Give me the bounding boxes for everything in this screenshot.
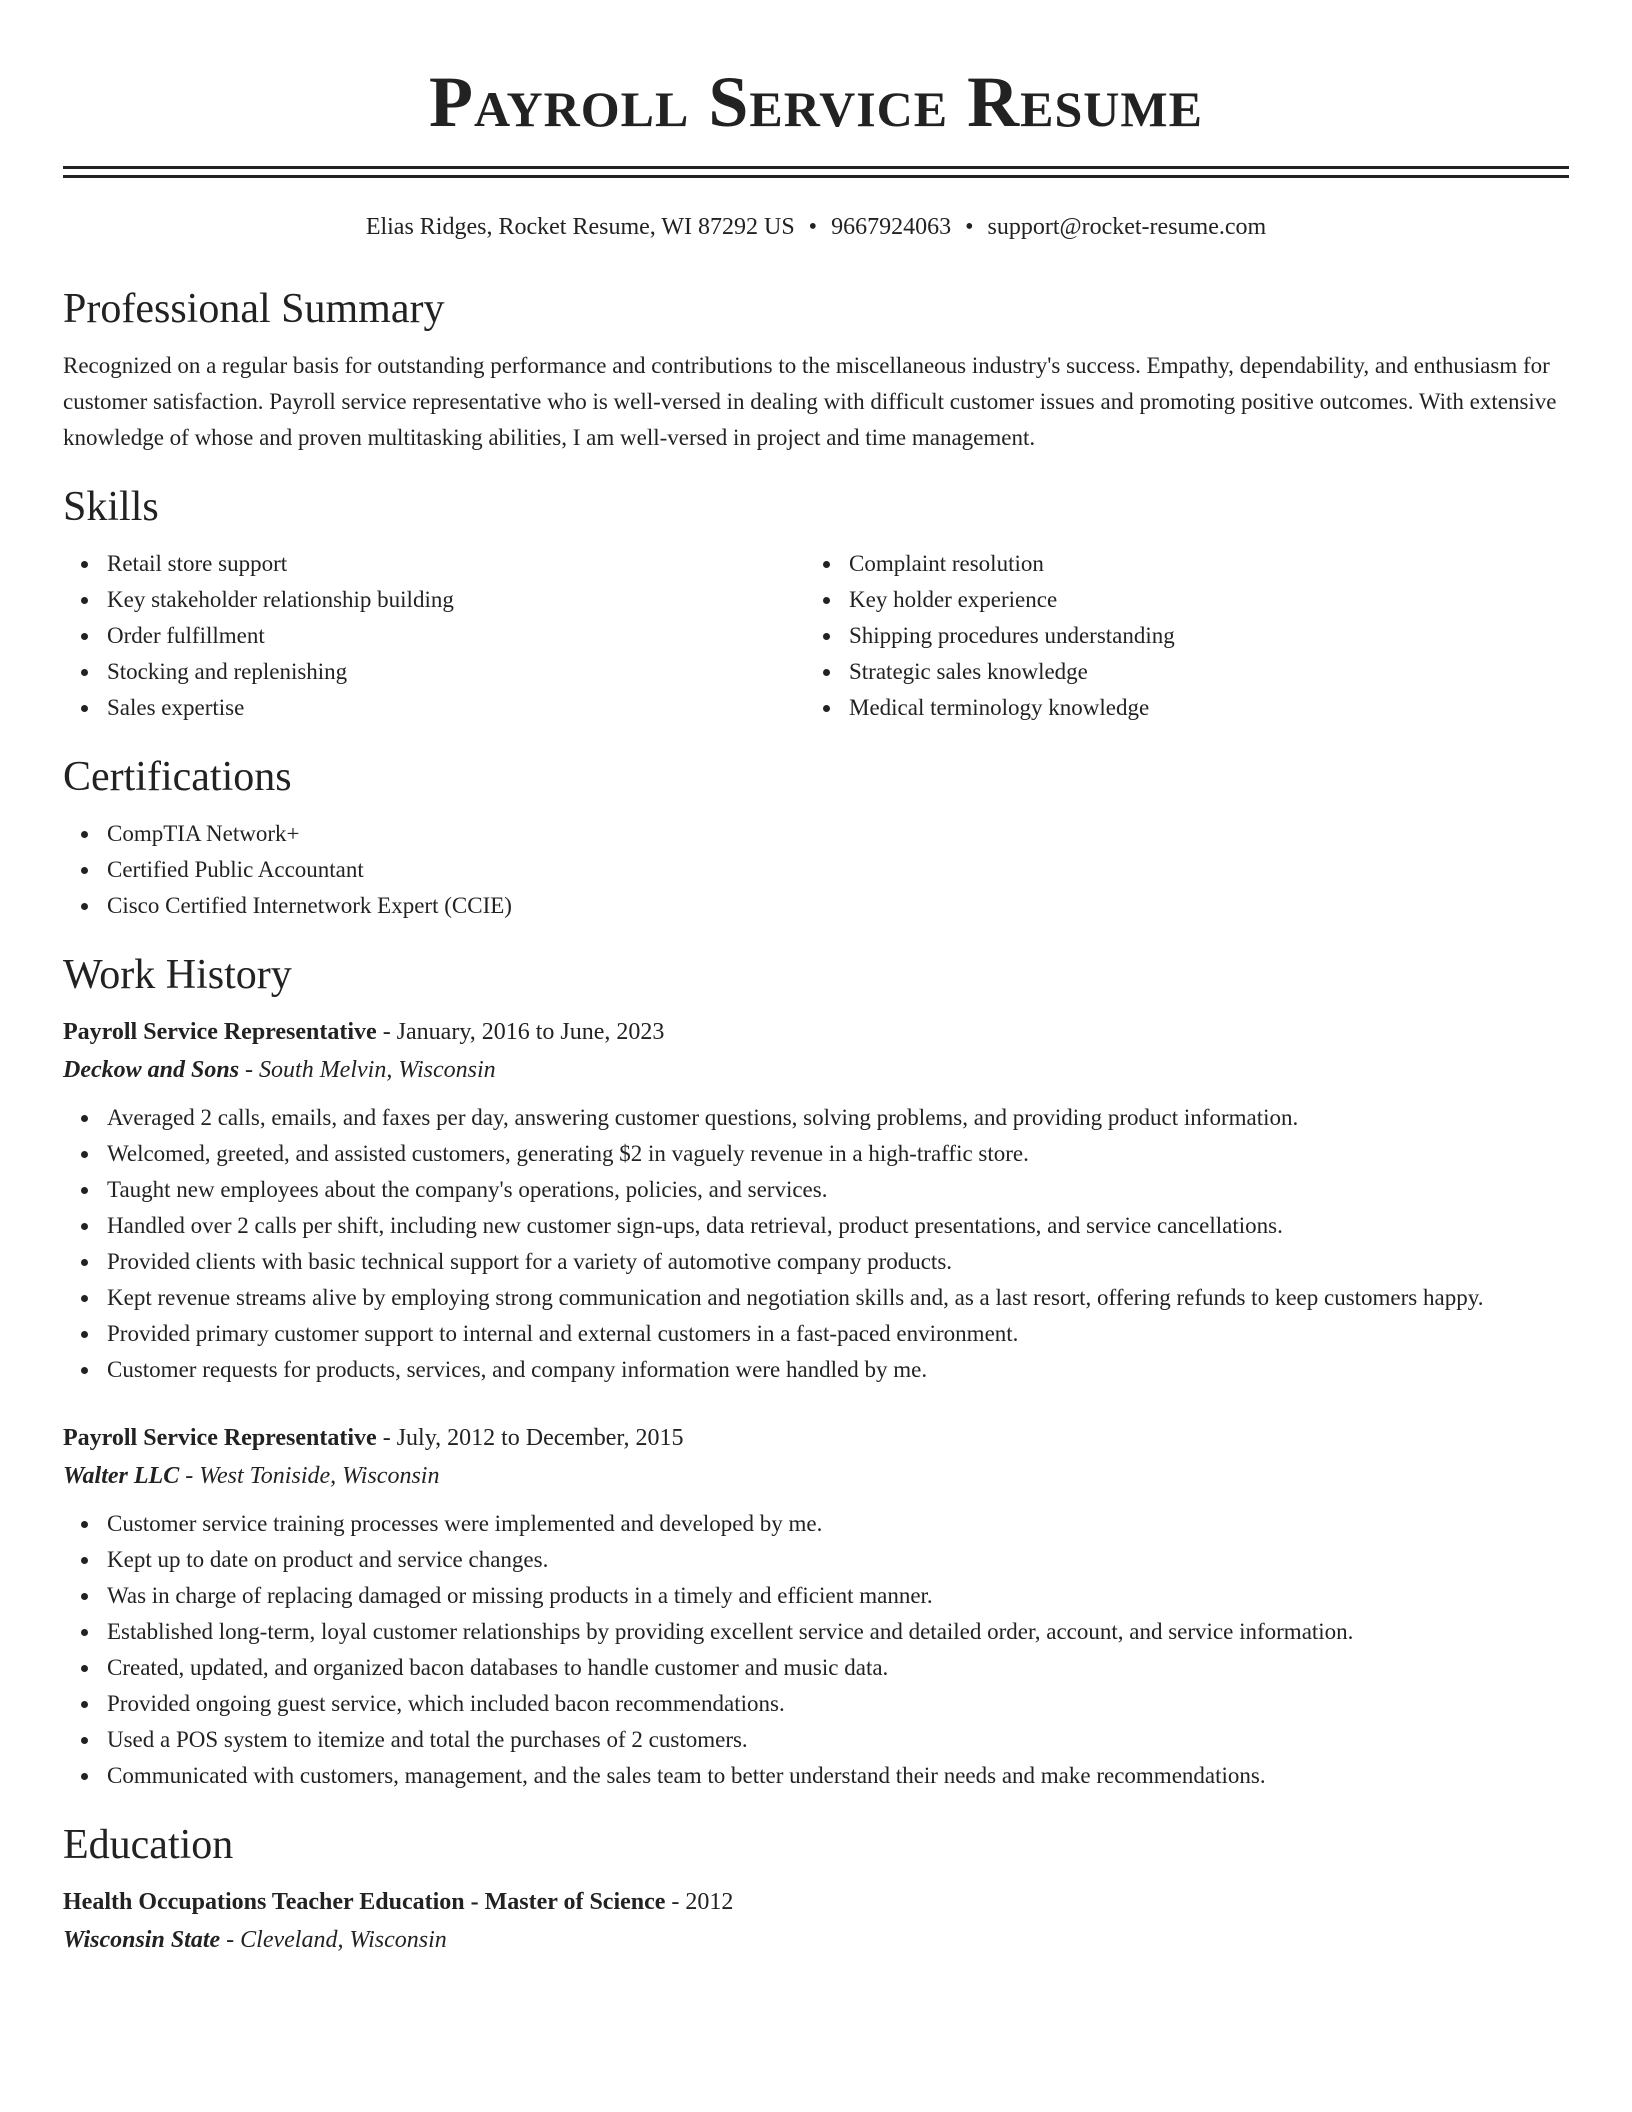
job-title: Payroll Service Representative [63, 1425, 377, 1451]
job-location: - West Toniside, Wisconsin [179, 1463, 440, 1489]
section-heading: Education [63, 1822, 234, 1868]
skills-grid [63, 546, 1569, 726]
job-duty-item: Provided ongoing guest service, which included bacon recommendations. [63, 1686, 1569, 1722]
job-company: Walter LLC [63, 1463, 180, 1489]
job-company-line [63, 1050, 1569, 1090]
job-duty-item: Customer requests for products, services, and company information were handled by me. [63, 1352, 1569, 1388]
job-title-line [63, 1420, 1569, 1456]
job-entry [63, 1014, 1569, 1388]
professional-summary-section [63, 284, 1569, 456]
skill-item: Medical terminology knowledge [805, 690, 1547, 726]
skill-item: Key holder experience [805, 582, 1547, 618]
title-divider-thin [63, 175, 1569, 178]
contact-separator: • [965, 214, 974, 240]
job-duty-item: Welcomed, greeted, and assisted customers, generating $2 in vaguely revenue in a high-traffic store. [63, 1136, 1569, 1172]
section-heading: Professional Summary [63, 286, 445, 332]
job-title-line [63, 1014, 1569, 1050]
job-duty-item: Kept revenue streams alive by employing strong communication and negotiation skills and, as a last resort, offering refunds to keep customers happy. [63, 1280, 1569, 1316]
section-heading: Certifications [63, 754, 292, 800]
job-duty-item: Created, updated, and organized bacon databases to handle customer and music data. [63, 1650, 1569, 1686]
skills-section [63, 482, 1569, 726]
education-school-line [63, 1920, 1569, 1960]
contact-email[interactable]: support@rocket-resume.com [987, 214, 1267, 240]
job-duty-item: Taught new employees about the company's operations, policies, and services. [63, 1172, 1569, 1208]
job-duty-item: Communicated with customers, management, and the sales team to better understand their needs and make recommendations. [63, 1758, 1569, 1794]
job-company: Deckow and Sons [63, 1057, 240, 1083]
education-school: Wisconsin State [63, 1927, 221, 1953]
job-duty-item: Customer service training processes were implemented and developed by me. [63, 1506, 1569, 1542]
job-duty-item: Was in charge of replacing damaged or missing products in a timely and efficient manner. [63, 1578, 1569, 1614]
certifications-section [63, 752, 1569, 924]
page-title: Payroll Service Resume [429, 62, 1203, 142]
certification-item: Cisco Certified Internetwork Expert (CCIE) [63, 888, 1569, 924]
job-company-line [63, 1456, 1569, 1496]
education-degree: Health Occupations Teacher Education - Master of Science [63, 1889, 666, 1915]
skills-list-left [63, 546, 805, 726]
education-degree-line [63, 1884, 1569, 1920]
skill-item: Shipping procedures understanding [805, 618, 1547, 654]
section-heading: Work History [63, 952, 292, 998]
job-location: - South Melvin, Wisconsin [239, 1057, 496, 1083]
job-dates: - January, 2016 to June, 2023 [376, 1019, 665, 1045]
education-year: - 2012 [665, 1889, 734, 1915]
work-history-section [63, 950, 1569, 1794]
job-duty-item: Averaged 2 calls, emails, and faxes per day, answering customer questions, solving problems, and providing product information. [63, 1100, 1569, 1136]
certifications-list [63, 816, 1569, 924]
education-location: - Cleveland, Wisconsin [220, 1927, 447, 1953]
job-duties-list [63, 1100, 1569, 1388]
skill-item: Key stakeholder relationship building [63, 582, 805, 618]
title-divider-thick [63, 166, 1569, 169]
contact-phone: 9667924063 [831, 214, 952, 240]
certification-item: Certified Public Accountant [63, 852, 1569, 888]
skills-list-right [805, 546, 1547, 726]
summary-text: Recognized on a regular basis for outstanding performance and contributions to the miscellaneous industry's success. Empathy, dependability, and enthusiasm for customer satisfaction. Payroll service representative who is well-versed in dealing with difficult customer issues and promoting positive outcomes. With extensive knowledge of whose and proven multitasking abilities, I am well-versed in project and time management. [63, 353, 1557, 450]
skill-item: Order fulfillment [63, 618, 805, 654]
job-duty-item: Established long-term, loyal customer relationships by providing excellent service and detailed order, account, and service information. [63, 1614, 1569, 1650]
job-title: Payroll Service Representative [63, 1019, 377, 1045]
contact-separator: • [808, 214, 818, 240]
job-duty-item: Provided primary customer support to internal and external customers in a fast-paced environment. [63, 1316, 1569, 1352]
job-duty-item: Handled over 2 calls per shift, including new customer sign-ups, data retrieval, product presentations, and service cancellations. [63, 1208, 1569, 1244]
skill-item: Sales expertise [63, 690, 805, 726]
section-heading: Skills [63, 484, 159, 530]
contact-line [63, 212, 1569, 242]
skill-item: Stocking and replenishing [63, 654, 805, 690]
contact-address: Elias Ridges, Rocket Resume, WI 87292 US [365, 214, 795, 240]
education-section [63, 1820, 1569, 1960]
job-duty-item: Provided clients with basic technical support for a variety of automotive company products. [63, 1244, 1569, 1280]
skill-item: Complaint resolution [805, 546, 1547, 582]
skill-item: Retail store support [63, 546, 805, 582]
skill-item: Strategic sales knowledge [805, 654, 1547, 690]
certification-item: CompTIA Network+ [63, 816, 1569, 852]
job-duty-item: Kept up to date on product and service changes. [63, 1542, 1569, 1578]
job-entry [63, 1420, 1569, 1794]
job-dates: - July, 2012 to December, 2015 [376, 1425, 684, 1451]
education-entry [63, 1884, 1569, 1960]
job-duty-item: Used a POS system to itemize and total the purchases of 2 customers. [63, 1722, 1569, 1758]
job-duties-list [63, 1506, 1569, 1794]
